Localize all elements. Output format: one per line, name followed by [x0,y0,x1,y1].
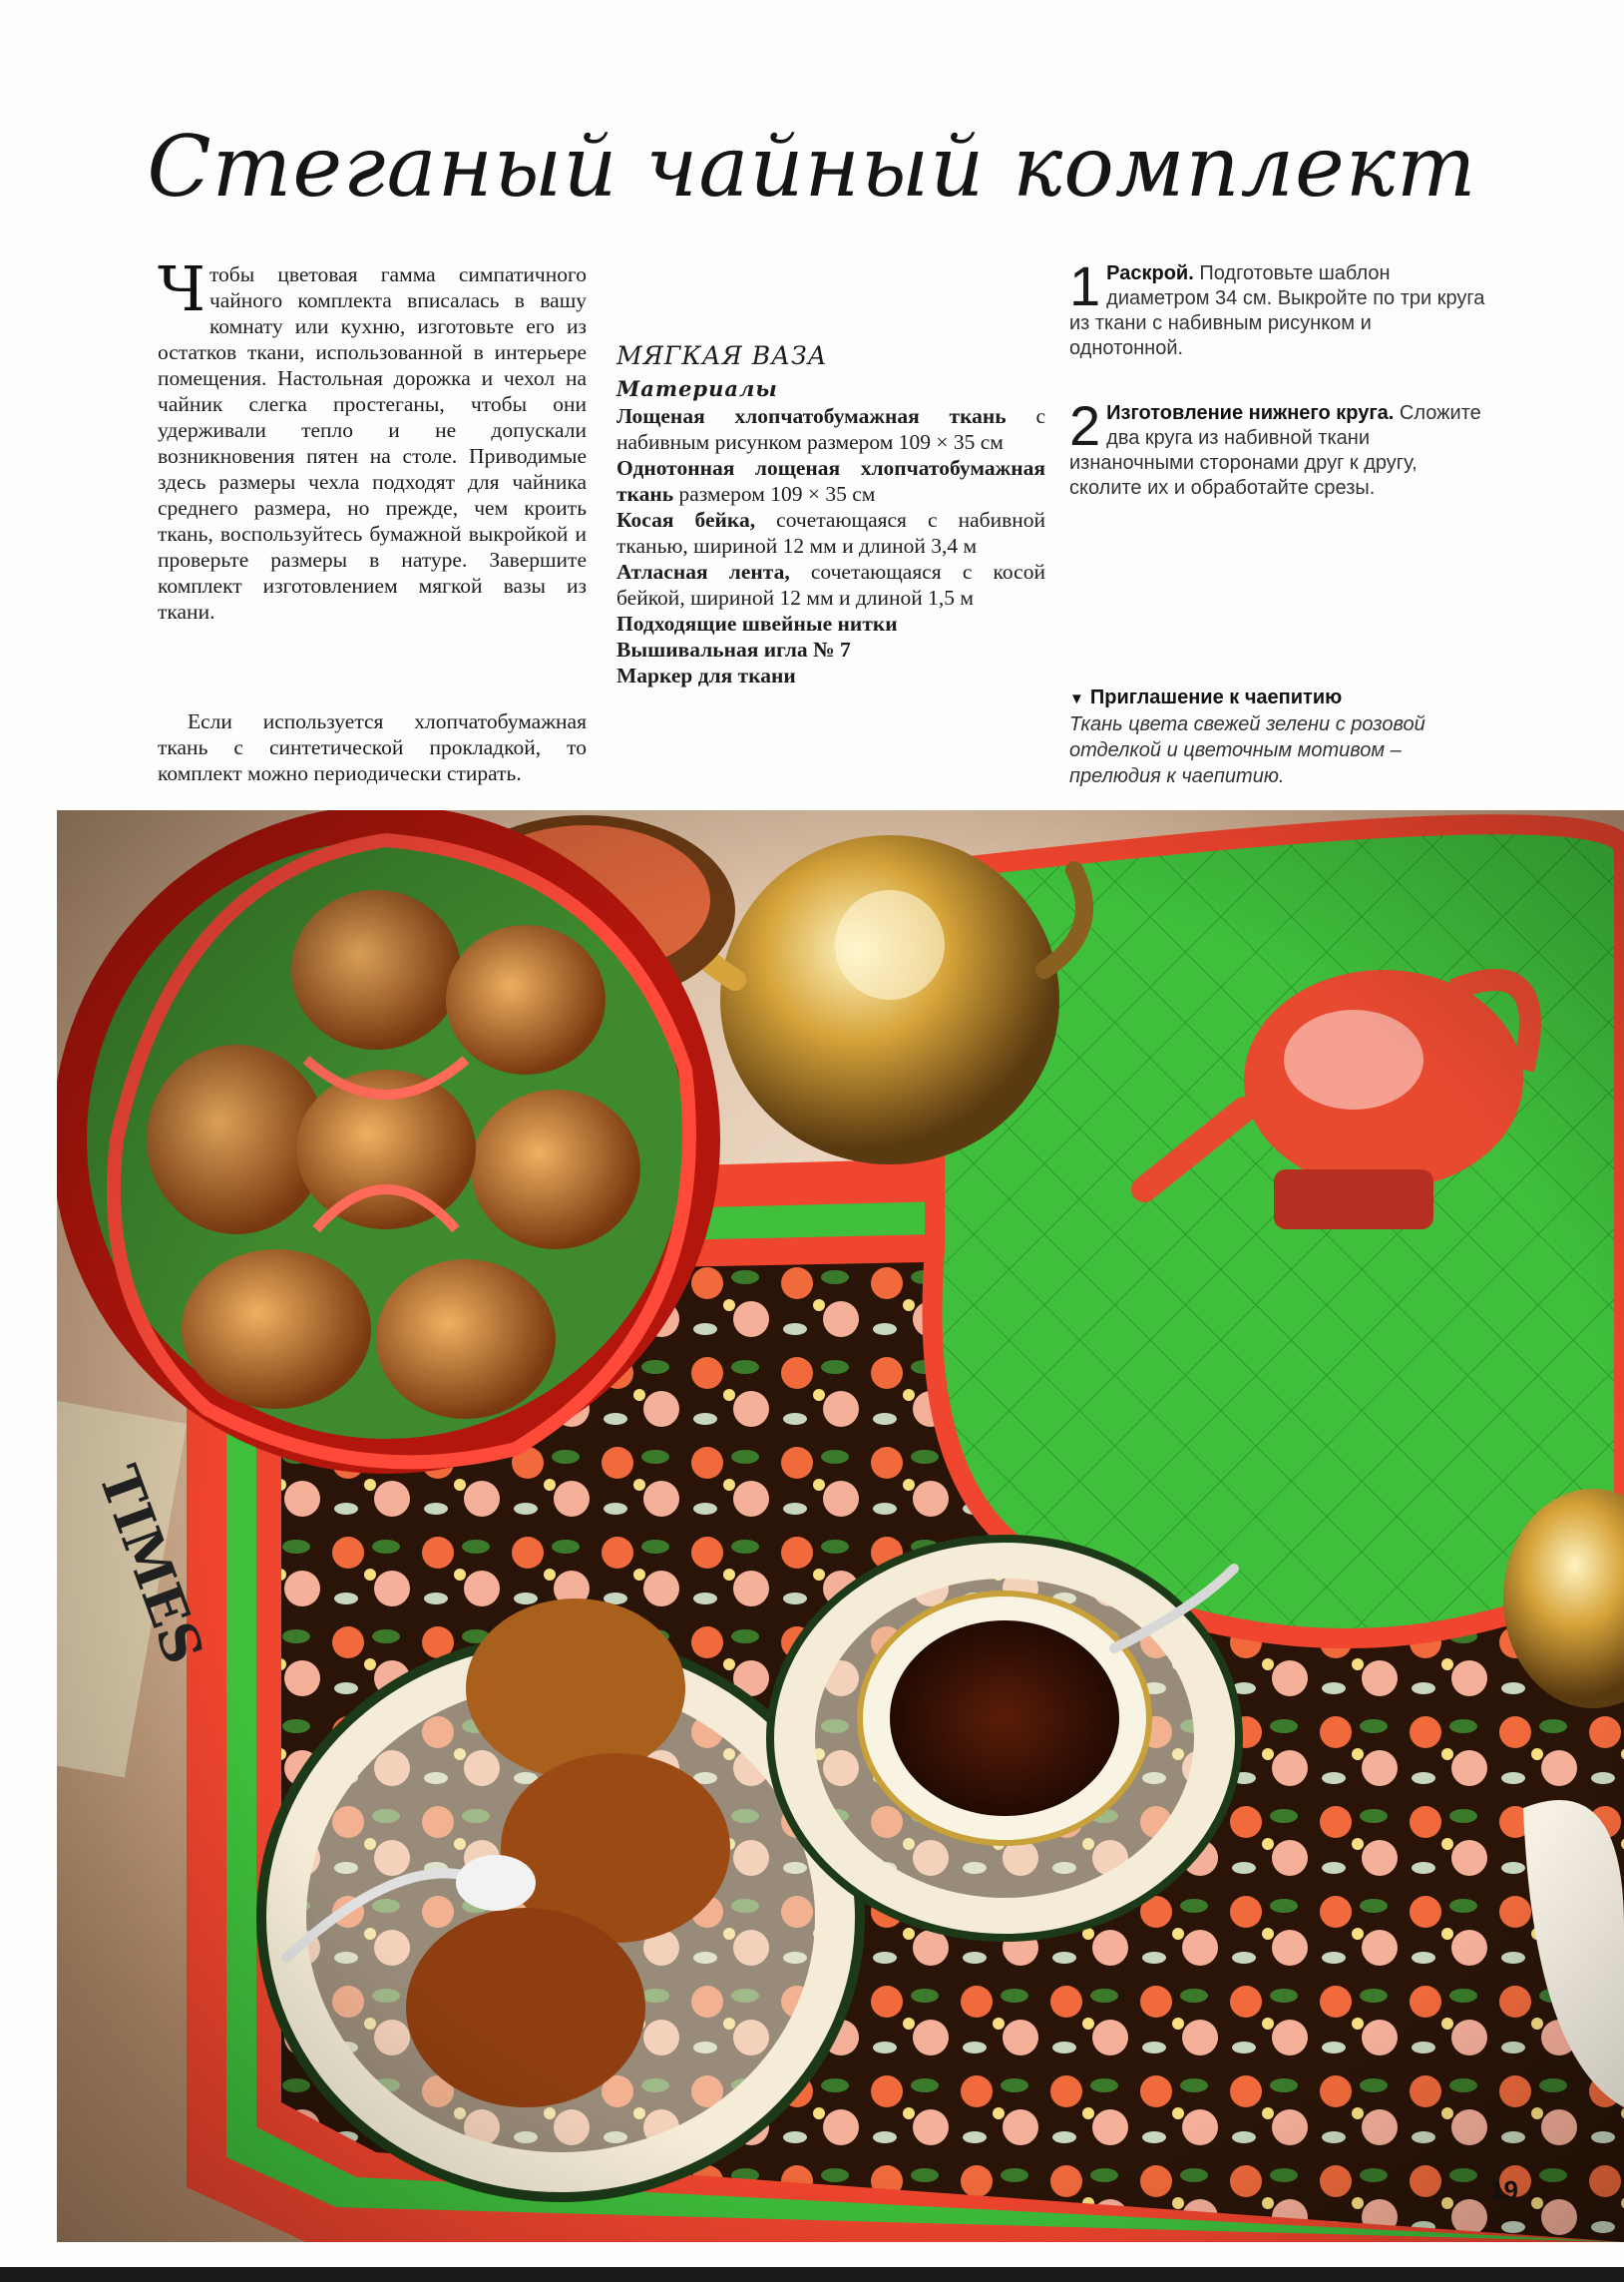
step-title: Раскрой. [1106,262,1194,284]
material-item: Однотонная лощеная хлопчатобумажная ткань размером 109 × 35 см [616,456,1045,506]
step-title: Изготовление нижнего круга. [1106,402,1395,424]
page-number: 19 [1489,2175,1518,2205]
step-number: 1 [1069,254,1101,317]
bottom-rule [0,2267,1624,2282]
step-number: 2 [1069,394,1101,457]
material-item: Атласная лента, сочетающаяся с косой бейкой, шириной 12 мм и длиной 1,5 м [616,560,1045,610]
intro-paragraph-2: Если используется хлопчатобумажная ткань с синтетической прокладкой, то комплект можно периодически стирать. [158,709,587,785]
material-item: Маркер для ткани [616,664,796,687]
materials-heading: Материалы [616,376,778,401]
material-item: Лощеная хлопчатобумажная ткань с набивным рисунком размером 109 × 35 см [616,404,1045,454]
page-title: Стеганый чайный комплект [147,118,1477,216]
tea-set-photo [57,810,1624,2242]
material-item: Подходящие швейные нитки [616,612,898,636]
material-item: Косая бейка, сочетающаяся с набивной тканью, шириной 12 мм и длиной 3,4 м [616,508,1045,558]
step-1 [1069,254,1488,361]
intro-text-1: тобы цветовая гамма симпатичного чайного комплекта вписалась в вашу комнату или кухню, изготовьте его из остатков ткани, использованной в интерьере помещения. Настольная дорожка и чехол на чайник слегка простеганы, чтобы они удерживали тепло и не допускали возникновения пятен на столе. Приводимые здесь размеры чехла подходят для чайника среднего размера, но прежде, чем кроить ткань, воспользуйтесь бумажной выкройкой и проверьте размеры в натуре. Завершите комплект изготовлением мягкой вазы из ткани. [158,262,587,624]
caption-text: Ткань цвета свежей зелени с розовой отделкой и цветочным мотивом – прелюдия к чаепитию. [1069,713,1425,787]
materials-list [616,403,1045,688]
triangle-down-icon: ▼ [1069,690,1084,707]
intro-column [158,252,587,625]
vase-heading: МЯГКАЯ ВАЗА [616,341,828,370]
step-2 [1069,394,1488,501]
step-text: Сложите два круга из набивной ткани изнаночными сторонами друг к другу, сколите их и обработайте срезы. [1069,402,1481,499]
drop-cap: Ч [158,252,205,325]
steps-column [1069,254,1488,501]
material-item: Вышивальная игла № 7 [616,638,851,662]
caption-title: ▼ Приглашение к чаепитию [1069,686,1343,708]
photo-caption [1069,686,1488,789]
intro-paragraph-1 [158,252,587,625]
step-text: Подготовьте шаблон диаметром 34 см. Выкройте по три круга из ткани с набивным рисунком и однотонной. [1069,262,1485,359]
